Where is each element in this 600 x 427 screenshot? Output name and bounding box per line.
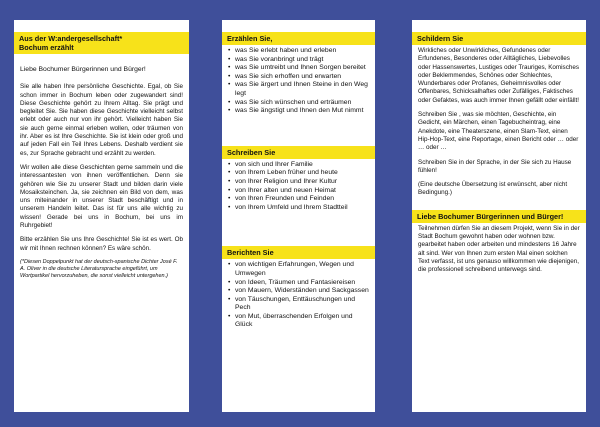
header-bar-berichten: Berichten Sie bbox=[222, 246, 375, 259]
erzaehlen-list bbox=[222, 47, 375, 116]
intro-paragraph-2: Wir wollen alle diese Geschichten gerne sammeln und die interessantesten von ihnen veröffentlichen. Denn sie gehören wie Sie zu unserer Stadt und bilden darin viele Mosaiksteinchen. Ja, sie zeichnen ein Bild von dem, was uns miteinander in unserer Stadt beschäftigt und in unserem Handeln leitet. Das ist für uns alle wichtig zu wissen! Gerade bei uns in Bochum, bei uns im Ruhrgebiet! bbox=[20, 163, 183, 230]
greeting-text: Liebe Bochumer Bürgerinnen und Bürger! bbox=[20, 66, 146, 73]
footnote-text: (*Diesen Doppelpunkt hat der deutsch-spanische Dichter José F. A. Oliver in die deutsche Literatursprache eingeführt, um Wortpartikel hervorzuheben, die sonst vielleicht untergehen.) bbox=[20, 258, 178, 279]
panel-right bbox=[412, 20, 586, 412]
list-item: • was Sie erlebt haben und erleben bbox=[228, 47, 371, 56]
list-item: • von Täuschungen, Enttäuschungen und Pech bbox=[228, 296, 371, 313]
list-item: • von sich und Ihrer Familie bbox=[228, 161, 371, 170]
header-bar-schreiben: Schreiben Sie bbox=[222, 146, 375, 159]
list-item: • von Ihrem Leben früher und heute bbox=[228, 169, 371, 178]
list-item: • von Ihrer alten und neuen Heimat bbox=[228, 187, 371, 196]
list-item: • von Ihren Freunden und Feinden bbox=[228, 195, 371, 204]
list-item: • von Ihrem Umfeld und Ihrem Stadtteil bbox=[228, 204, 371, 213]
intro-paragraph-1: Sie alle haben Ihre persönliche Geschichte. Egal, ob Sie schon immer in Bochum leben oder zugewandert sind! Diese Geschichte gehört zu Ihrem Alltag. Sie prägt und begleitet Sie. Sie haben diese Geschichte vielleicht selbst erlebt oder auch nur von ihr gehört. Vielleicht haben Sie sie auch gerne einmal erleben wollen, oder träumen von ihr. Aber es ist Ihre Geschichte. Sie ist klein oder groß und auf jeden Fall ein Teil Ihres Lebens. Deshalb verdient sie es, zur Sprache gebracht und erzählt zu werden. bbox=[20, 83, 183, 157]
list-item: • was Sie sich wünschen und erträumen bbox=[228, 99, 371, 108]
list-item: • was Sie umtreibt und Ihnen Sorgen bereitet bbox=[228, 64, 371, 73]
header-bar-schildern: Schildern Sie bbox=[412, 32, 586, 45]
list-item: • von Mauern, Widerständen und Sackgassen bbox=[228, 287, 371, 296]
list-item: • was Sie sich erhoffen und erwarten bbox=[228, 73, 371, 82]
schreiben-was-paragraph: Schreiben Sie , was sie möchten, Geschichte, ein Gedicht, ein Märchen, einen Tagebucheintrag, eine Anekdote, eine Theaterszene, einen Slam-Text, einen Hip-Hop-Text, eine Reportage, einen Bericht oder … oder … oder … bbox=[418, 111, 579, 152]
schreiben-list bbox=[222, 161, 375, 213]
schildern-paragraph: Wirkliches oder Unwirkliches, Gefundenes oder Erfundenes, Besonderes oder Alltägliches, Liebevolles oder Hassenswertes, Lustiges oder Trauriges, Komisches oder Beklemmendes, Schönes oder Schlechtes, Wunderbares oder Profanes, Geheimnisvolles oder Offenbares, Schicksalhaftes oder Zufälliges, Faktisches oder Gefaktes, was auch immer Ihnen gefällt oder einfällt! bbox=[418, 47, 580, 104]
header-title-line2: Bochum erzählt bbox=[19, 43, 74, 52]
list-item: • was Sie ärgert und Ihnen Steine in den Weg legt bbox=[228, 81, 371, 98]
list-item: • von Ideen, Träumen und Fantasiereisen bbox=[228, 279, 371, 288]
uebersetzung-paragraph: (Eine deutsche Übersetzung ist erwünscht, aber nicht Bedingung.) bbox=[418, 181, 568, 197]
header-bar-intro bbox=[14, 32, 189, 54]
header-bar-erzaehlen: Erzählen Sie, bbox=[222, 32, 375, 45]
header-title-line1: Aus der W:andergesellschaft* bbox=[19, 34, 123, 43]
berichten-list bbox=[222, 261, 375, 330]
list-item: • was Sie voranbringt und trägt bbox=[228, 56, 371, 65]
list-item: • von wichtigen Erfahrungen, Wegen und Umwegen bbox=[228, 261, 371, 278]
header-bar-teilnahme: Liebe Bochumer Bürgerinnen und Bürger! bbox=[412, 210, 586, 223]
list-item: • von Ihrer Religion und Ihrer Kultur bbox=[228, 178, 371, 187]
list-item: • von Mut, überraschenden Erfolgen und Glück bbox=[228, 313, 371, 330]
panel-left bbox=[14, 20, 189, 412]
teilnahme-paragraph: Teilnehmen dürfen Sie an diesem Projekt, wenn Sie in der Stadt Bochum gewohnt haben oder wohnen bzw. gearbeitet haben oder arbeiten und mindestens 16 Jahre alt sind. Wer von Ihnen zum ersten Mal einen solchen Text verfasst, ist uns genauso willkommen wie diejenigen, die professionell schreibend unterwegs sind. bbox=[418, 224, 580, 274]
intro-paragraph-3: Bitte erzählen Sie uns Ihre Geschichte! Sie ist es wert. Ob wir mit Ihnen rechnen können? Es wäre schön. bbox=[20, 236, 183, 252]
panel-middle bbox=[222, 20, 375, 412]
sprache-paragraph: Schreiben Sie in der Sprache, in der Sie sich zu Hause fühlen! bbox=[418, 158, 572, 174]
list-item: • was Sie ängstigt und Ihnen den Mut nimmt bbox=[228, 107, 371, 116]
